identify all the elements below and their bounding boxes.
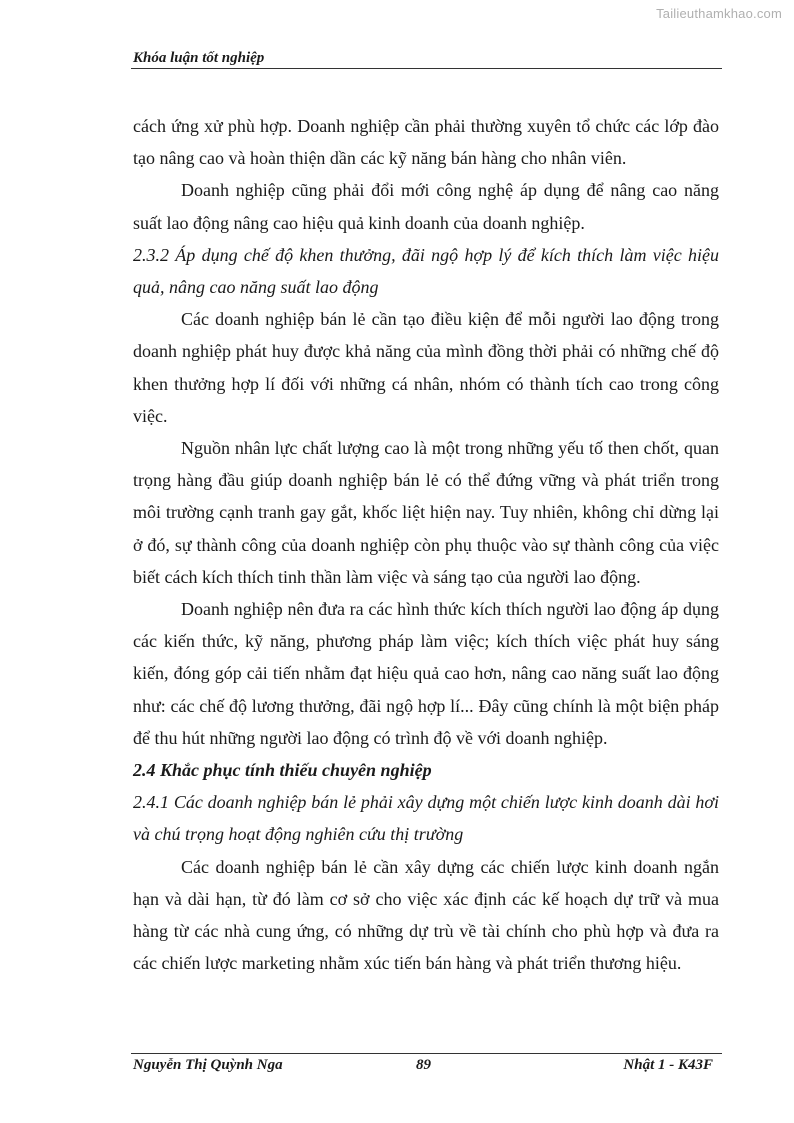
- header-divider: [131, 68, 722, 69]
- header-title: Khóa luận tốt nghiệp: [133, 50, 265, 66]
- page-number: 89: [416, 1057, 431, 1073]
- footer-divider: [131, 1053, 722, 1054]
- footer-author: Nguyễn Thị Quỳnh Nga: [133, 1057, 283, 1073]
- paragraph: Doanh nghiệp nên đưa ra các hình thức kích thích người lao động áp dụng các kiến thức, kỹ năng, phương pháp làm việc; kích thích việc phát huy sáng kiến, đóng góp cải tiến nhằm đạt hiệu quả cao hơn, nâng cao năng suất lao động như: các chế độ lương thưởng, đãi ngộ hợp lí... Đây cũng chính là một biện pháp để thu hút những người lao động có trình độ về với doanh nghiệp.: [133, 599, 719, 748]
- paragraph: Các doanh nghiệp bán lẻ cần tạo điều kiện để mỗi người lao động trong doanh nghiệp phát huy được khả năng của mình đồng thời phải có những chế độ khen thưởng hợp lí đối với những cá nhân, nhóm có thành tích cao trong công việc.: [133, 309, 719, 426]
- document-body: [133, 110, 719, 979]
- section-heading: 2.4 Khắc phục tính thiếu chuyên nghiệp: [133, 760, 432, 781]
- paragraph: Các doanh nghiệp bán lẻ cần xây dựng các chiến lược kinh doanh ngắn hạn và dài hạn, từ đó làm cơ sở cho việc xác định các kế hoạch dự trữ và mua hàng từ các nhà cung ứng, có những dự trù về tài chính cho phù hợp và đưa ra các chiến lược marketing nhằm xúc tiến bán hàng và phát triển thương hiệu.: [133, 856, 719, 974]
- subsection-heading: 2.4.1 Các doanh nghiệp bán lẻ phải xây dựng một chiến lược kinh doanh dài hơi và chú trọng hoạt động nghiên cứu thị trường: [133, 792, 719, 845]
- footer-class: Nhật 1 - K43F: [623, 1057, 713, 1073]
- paragraph: Doanh nghiệp cũng phải đổi mới công nghệ áp dụng để nâng cao năng suất lao động nâng cao hiệu quả kinh doanh của doanh nghiệp.: [133, 180, 719, 233]
- subsection-heading: 2.3.2 Áp dụng chế độ khen thưởng, đãi ngộ hợp lý để kích thích làm việc hiệu quả, nâng cao năng suất lao động: [133, 244, 719, 298]
- paragraph: Nguồn nhân lực chất lượng cao là một trong những yếu tố then chốt, quan trọng hàng đầu giúp doanh nghiệp bán lẻ có thể đứng vững và phát triển trong môi trường cạnh tranh gay gắt, khốc liệt hiện nay. Tuy nhiên, không chỉ dừng lại ở đó, sự thành công của doanh nghiệp còn phụ thuộc vào sự thành công của việc biết cách kích thích tinh thần làm việc và sáng tạo của người lao động.: [133, 438, 719, 587]
- watermark-text: Tailieuthamkhao.com: [656, 6, 782, 21]
- paragraph: cách ứng xử phù hợp. Doanh nghiệp cần phải thường xuyên tổ chức các lớp đào tạo nâng cao và hoàn thiện dần các kỹ năng bán hàng cho nhân viên.: [133, 116, 719, 169]
